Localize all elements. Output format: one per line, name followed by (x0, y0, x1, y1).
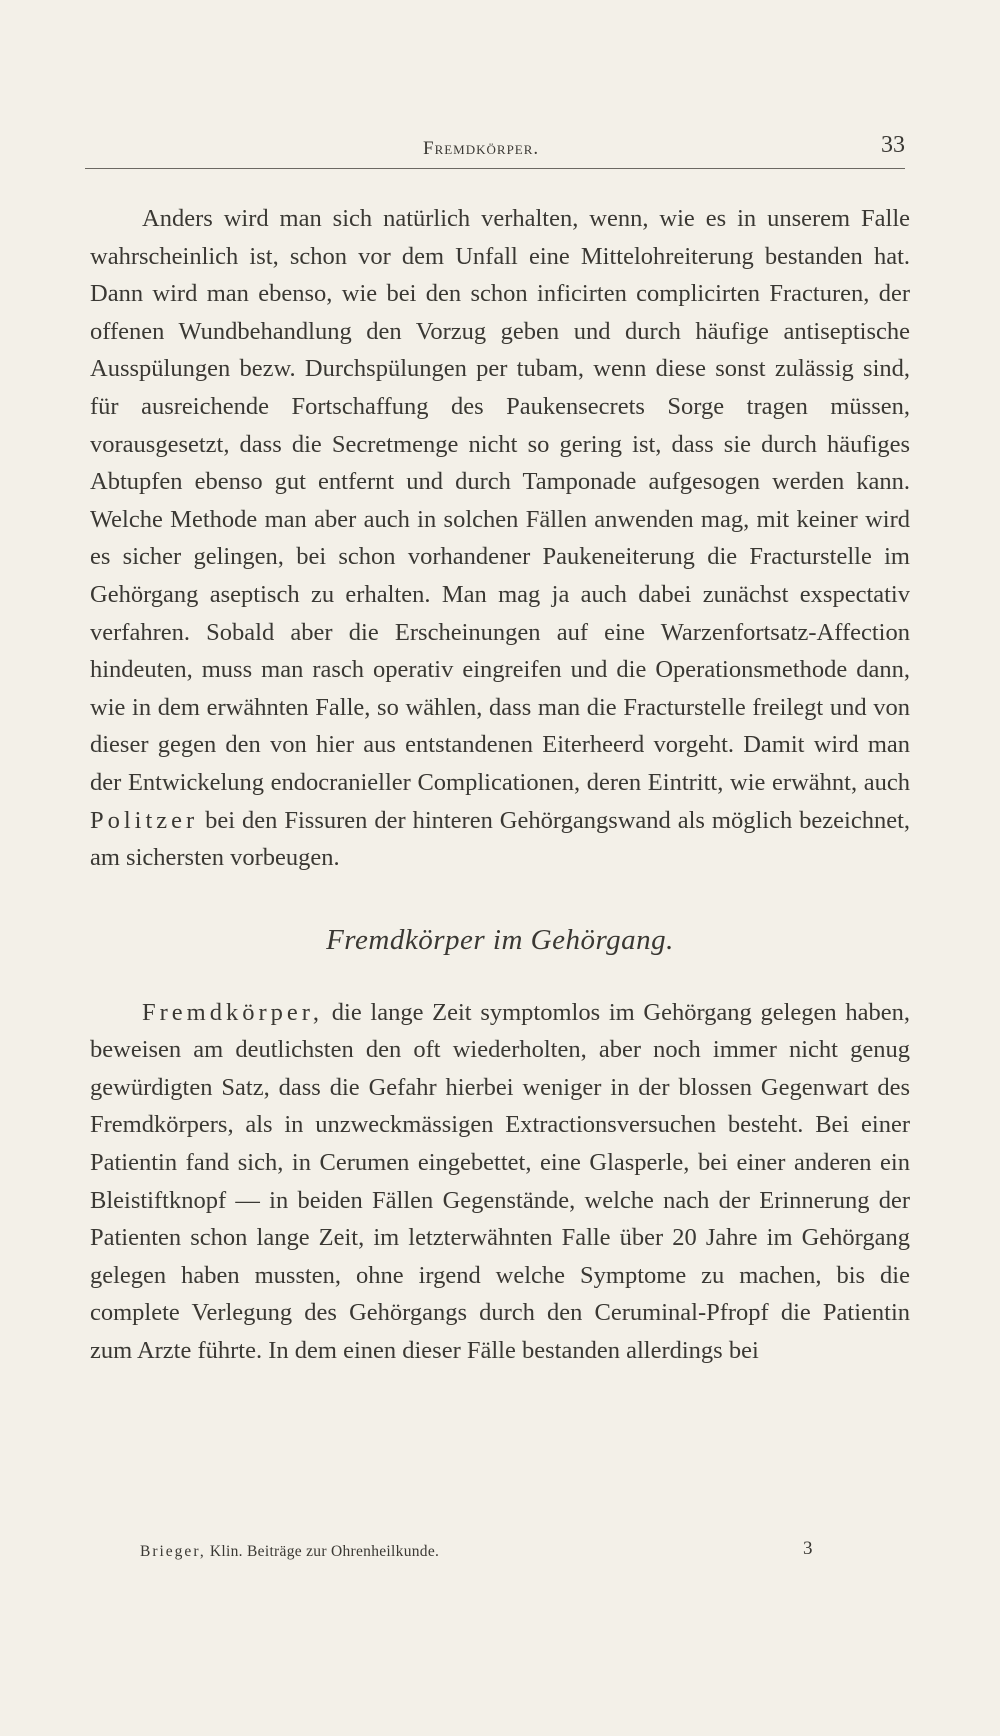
section-heading: Fremdkörper im Gehörgang. (326, 923, 674, 956)
paragraph-lead-word: Fremdkörper, (142, 998, 324, 1026)
running-header (85, 132, 905, 169)
paragraph-text-end: bei den Fissuren der hinteren Gehörgangswand als möglich bezeichnet, am sichersten vorbeugen. (90, 806, 911, 872)
author-name-politzer: Politzer (90, 806, 199, 834)
page-footer (140, 1543, 439, 1561)
paragraph-foreign-bodies (90, 994, 910, 1370)
page-number: 33 (881, 132, 905, 158)
footer-source: Klin. Beiträge zur Ohrenheilkunde. (209, 1543, 440, 1560)
page-body (90, 200, 910, 1370)
footer-author: Brieger, (140, 1543, 206, 1560)
paragraph-text: Anders wird man sich natürlich verhalten, wenn, wie es in unserem Falle wahrscheinlich ist, schon vor dem Unfall eine Mittelohreiterung bestanden hat. Dann wird man ebenso, wie bei den schon inficirten complicirten Fracturen, der offenen Wundbehandlung den Vorzug geben und durch häufige antiseptische Ausspülungen bezw. Durchspülungen per tubam, wenn diese sonst zulässig sind, für ausreichende Fortschaffung des Paukensecrets Sorge tragen müssen, vorausgesetzt, dass die Secretmenge nicht so gering ist, dass sie durch häufiges Abtupfen ebenso gut entfernt und durch Tamponade aufgesogen werden kann. Welche Methode man aber auch in solchen Fällen anwenden mag, mit keiner wird es sicher gelingen, bei schon vorhandener Paukeneiterung die Fracturstelle im Gehörgang aseptisch zu erhalten. Man mag ja auch dabei zunächst exspectativ verfahren. Sobald aber die Erscheinungen auf eine Warzenfortsatz-Affection hindeuten, muss man rasch operativ eingreifen und die Operationsmethode dann, wie in dem erwähnten Falle, so wählen, dass man die Fracturstelle freilegt und von dieser gegen den von hier aus entstandenen Eiterheerd vorgeht. Damit wird man der Entwickelung endocranieller Complicationen, deren Eintritt, wie erwähnt, auch (90, 205, 910, 796)
running-title: Fremdkörper. (423, 138, 540, 159)
paragraph-fracture-treatment (90, 200, 910, 877)
signature-mark: 3 (803, 1538, 813, 1559)
paragraph-text: die lange Zeit symptomlos im Gehörgang gelegen haben, beweisen am deutlichsten den oft wiederholten, aber noch immer nicht genug gewürdigten Satz, dass die Gefahr hierbei weniger in der blossen Gegenwart des Fremdkörpers, als in unzweckmässigen Extractionsversuchen besteht. Bei einer Patientin fand sich, in Cerumen eingebettet, eine Glasperle, bei einer anderen ein Bleistiftknopf — in beiden Fällen Gegenstände, welche nach der Erinnerung der Patienten schon lange Zeit, im letzterwähnten Falle über 20 Jahre im Gehörgang gelegen haben mussten, ohne irgend welche Symptome zu machen, bis die complete Verlegung des Gehörgangs durch den Ceruminal-Pfropf die Patientin zum Arzte führte. In dem einen dieser Fälle bestanden allerdings bei (90, 998, 910, 1365)
